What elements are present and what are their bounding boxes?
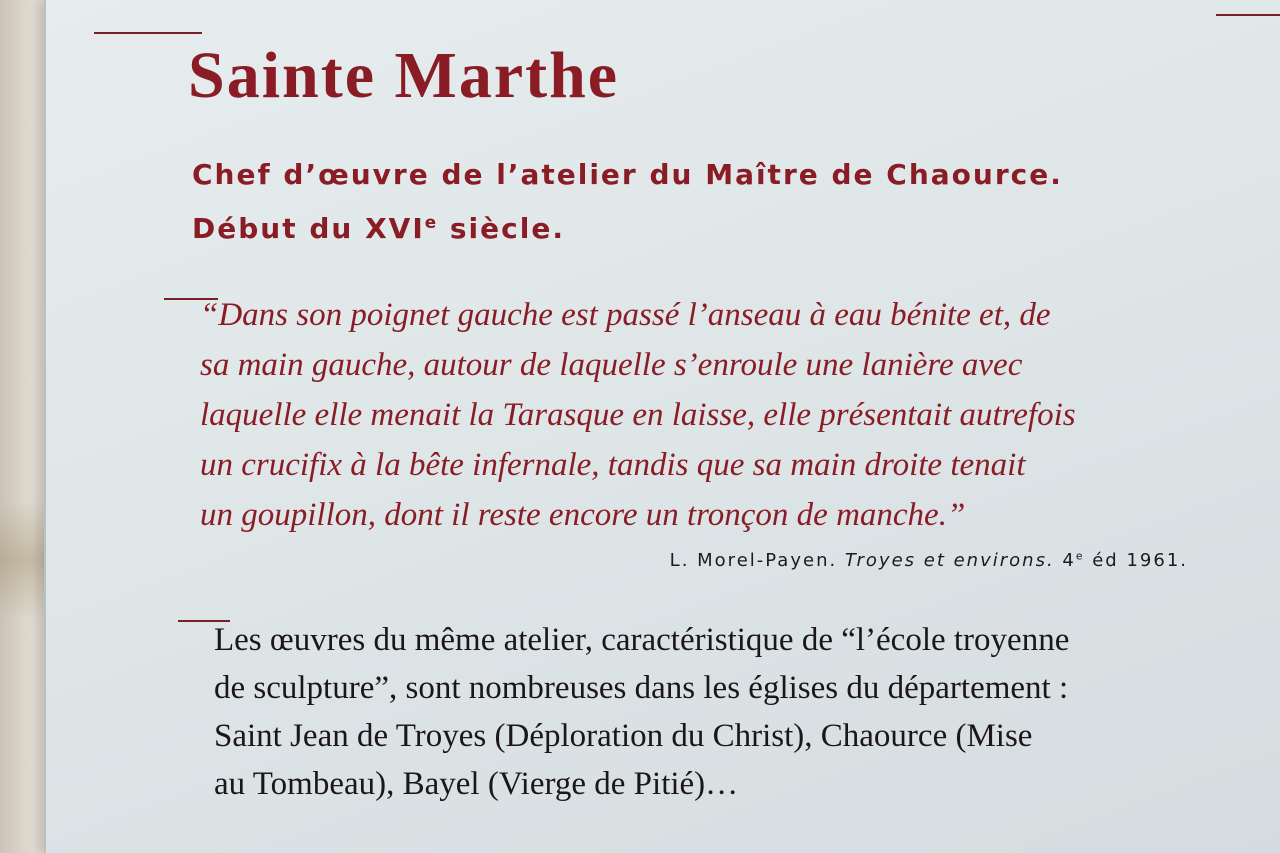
subtitle-century-suffix: siècle.: [438, 212, 565, 245]
citation-work: Troyes et environs.: [844, 550, 1055, 571]
subtitle-line-2: [192, 212, 565, 245]
quote-block: [200, 290, 1200, 540]
subtitle-century-superscript: e: [424, 211, 439, 232]
quote-line: “Dans son poignet gauche est passé l’anseau à eau bénite et, de: [200, 297, 1051, 333]
quote-line: un crucifix à la bête infernale, tandis que sa main droite tenait: [200, 447, 1026, 483]
citation-author: L. Morel-Payen.: [669, 550, 845, 571]
citation-edition-number: 4: [1054, 550, 1076, 571]
sign-subtitle: [192, 148, 1063, 256]
quote-citation: [670, 550, 1188, 571]
citation-edition-superscript: e: [1075, 549, 1085, 563]
body-line: Saint Jean de Troyes (Déploration du Christ), Chaource (Mise: [214, 718, 1033, 754]
body-line: Les œuvres du même atelier, caractéristique de “l’école troyenne: [214, 622, 1070, 658]
subtitle-line-1: Chef d’œuvre de l’atelier du Maître de Chaource.: [192, 158, 1063, 191]
top-right-rule: [1216, 14, 1280, 16]
body-paragraph: [214, 616, 1214, 808]
sign-title: Sainte Marthe: [188, 39, 620, 112]
citation-edition-year: éd 1961.: [1084, 550, 1188, 571]
body-line: de sculpture”, sont nombreuses dans les églises du département :: [214, 670, 1069, 706]
top-left-rule: [94, 32, 202, 34]
quote-line: sa main gauche, autour de laquelle s’enroule une lanière avec: [200, 347, 1023, 383]
body-line: au Tombeau), Bayel (Vierge de Pitié)…: [214, 766, 739, 802]
subtitle-century-prefix: Début du XVI: [192, 212, 425, 245]
quote-line: laquelle elle menait la Tarasque en laisse, elle présentait autrefois: [200, 397, 1076, 433]
quote-line: un goupillon, dont il reste encore un tronçon de manche.”: [200, 497, 966, 533]
